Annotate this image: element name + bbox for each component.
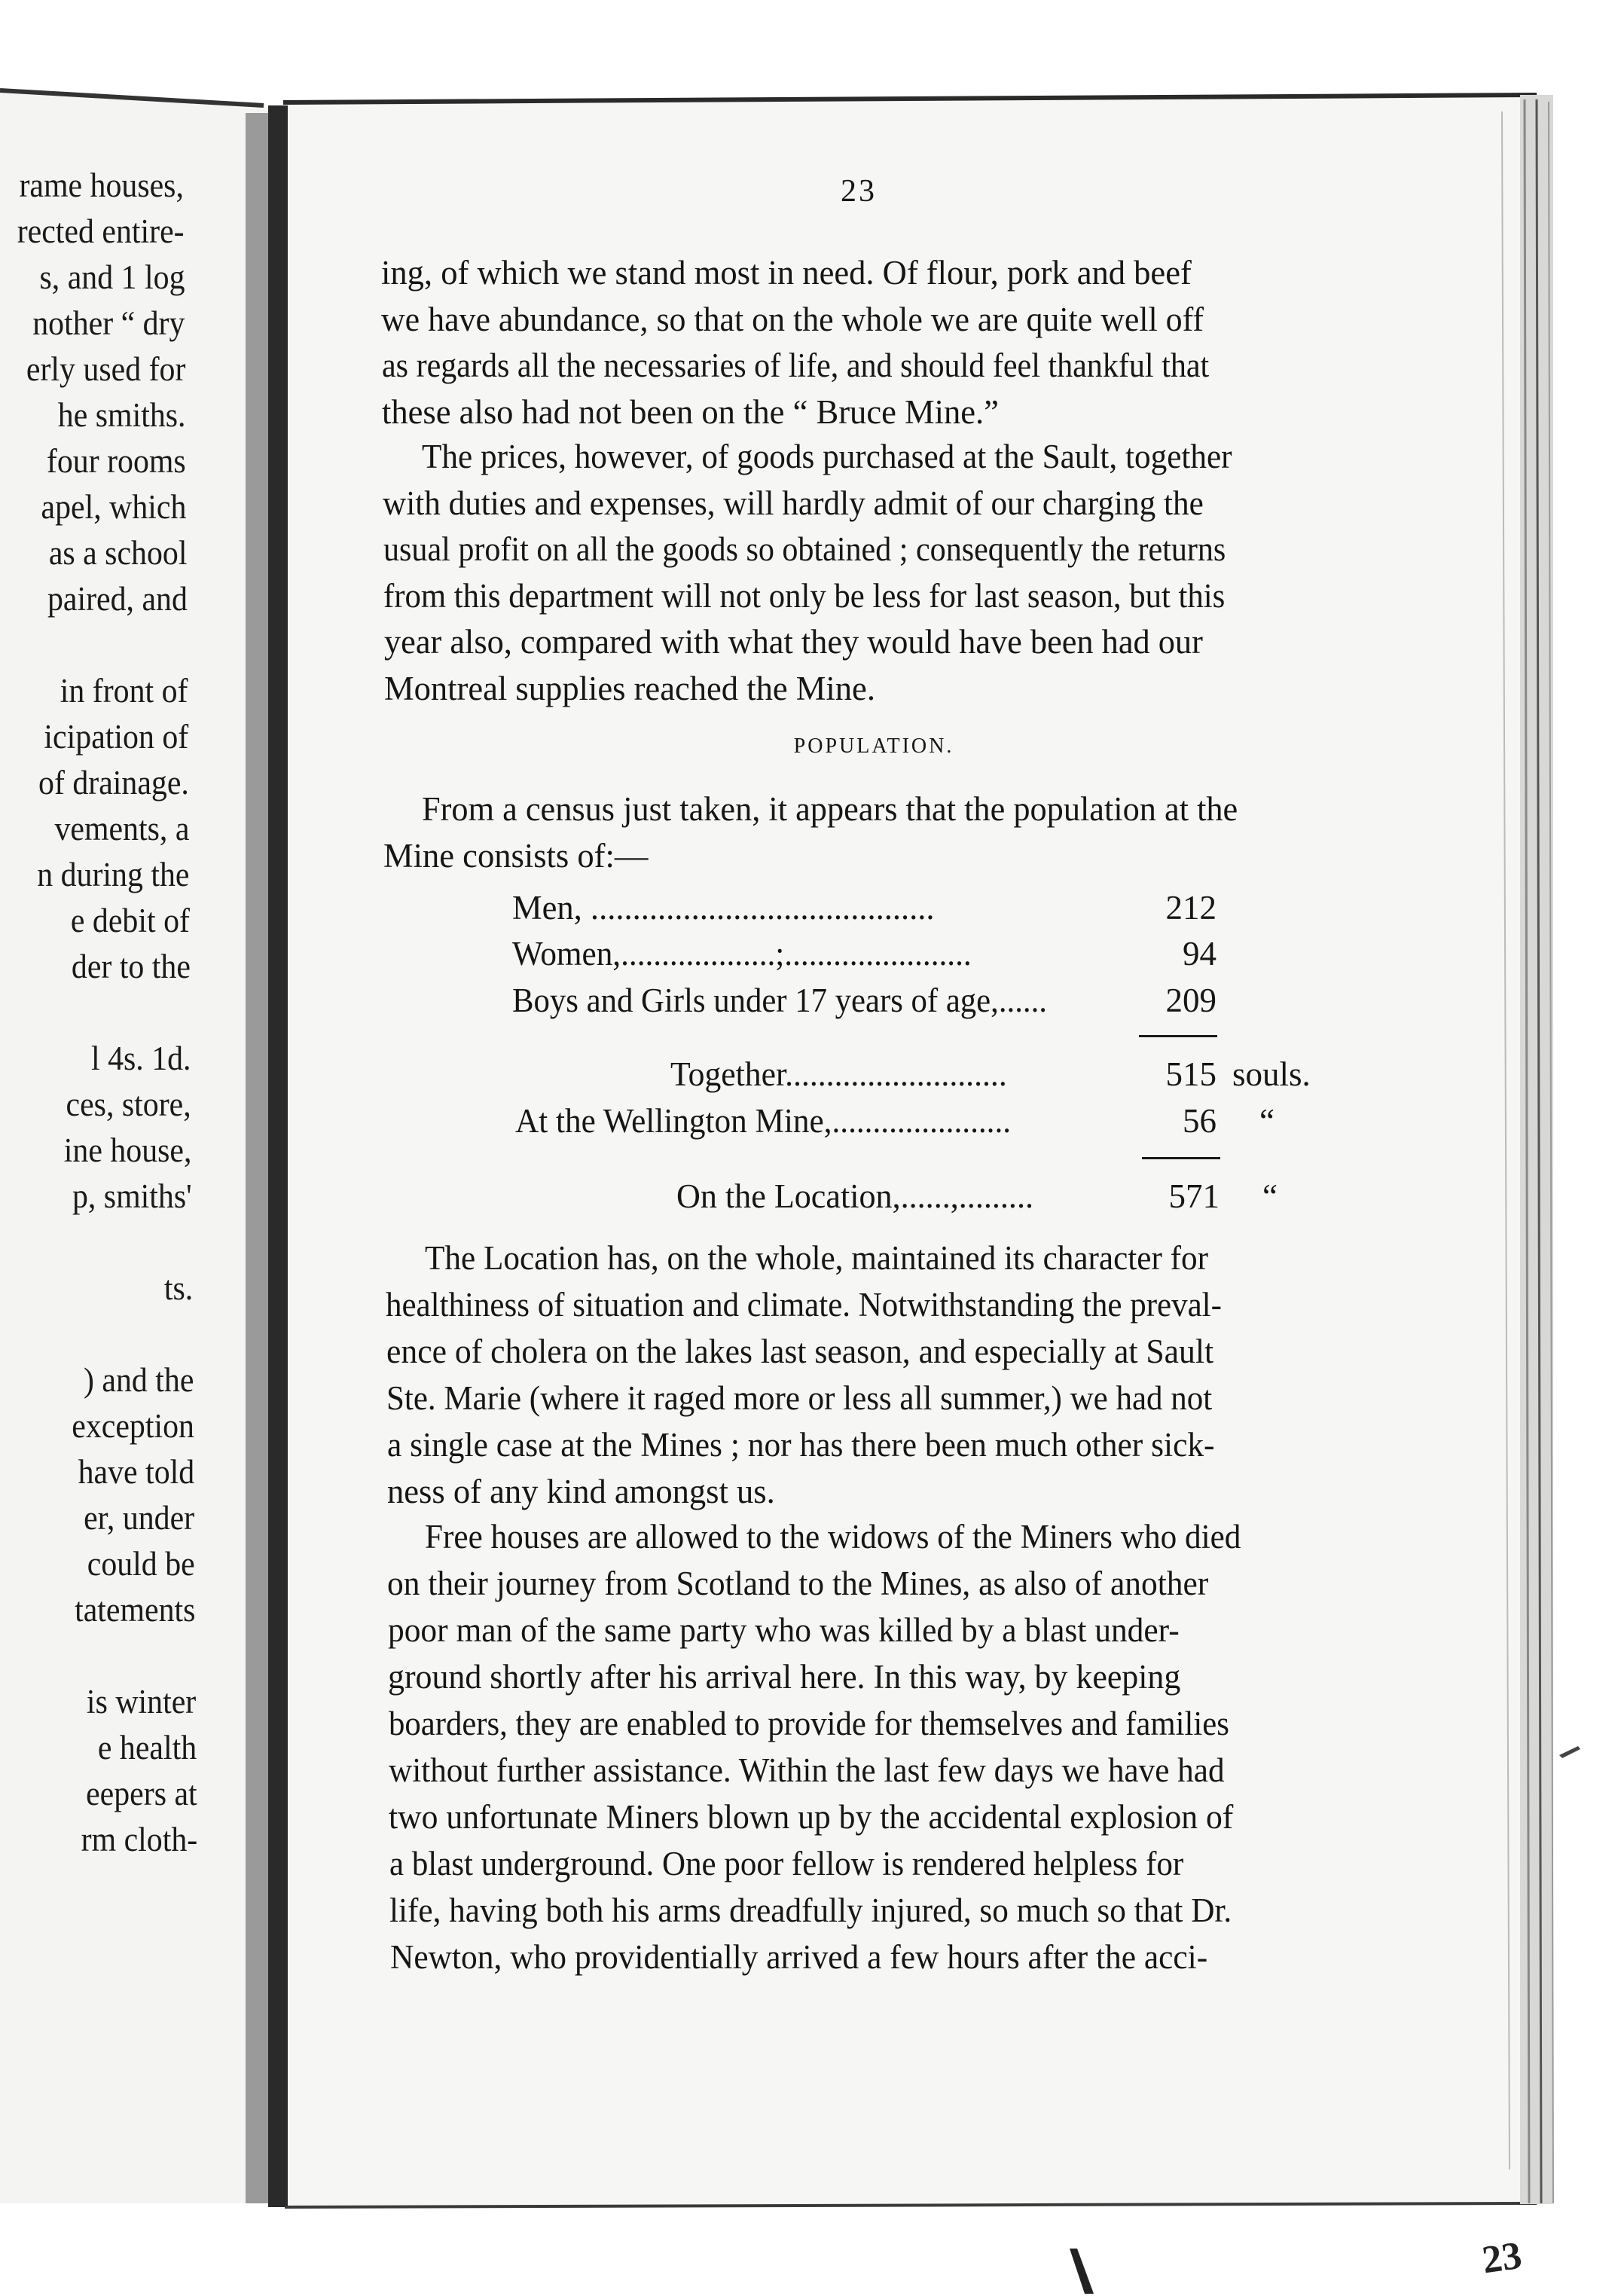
census-location-label: On the Location,......,......... bbox=[676, 1177, 1033, 1215]
left-page-line: have told bbox=[78, 1453, 194, 1491]
census-row-value: 209 bbox=[1165, 982, 1217, 1019]
ditto-mark: “ bbox=[1262, 1177, 1278, 1215]
corner-folio-mark: 23 bbox=[1479, 2233, 1525, 2282]
left-page-line: er, under bbox=[84, 1499, 195, 1537]
left-page-line: icipation of bbox=[44, 718, 188, 756]
left-page-line: four rooms bbox=[47, 442, 186, 480]
left-page-line: eepers at bbox=[85, 1775, 197, 1812]
ditto-mark: “ bbox=[1259, 1102, 1275, 1140]
section-heading-population: POPULATION. bbox=[793, 734, 954, 758]
left-page-line: ces, store, bbox=[66, 1085, 191, 1123]
page-number: 23 bbox=[841, 174, 877, 209]
left-page-line: in front of bbox=[60, 672, 188, 710]
left-page-line: rm cloth- bbox=[81, 1821, 197, 1858]
left-page-line: nother “ dry bbox=[32, 304, 185, 342]
text-line: From a census just taken, it appears that the population at the bbox=[422, 790, 1238, 828]
left-page-line: n during the bbox=[37, 856, 190, 893]
left-page-line: ) and the bbox=[83, 1361, 194, 1399]
left-page-line: as a school bbox=[48, 534, 187, 572]
left-page-line: he smiths. bbox=[57, 396, 186, 434]
census-together-label: Together........................... bbox=[670, 1055, 1007, 1093]
left-page-line: p, smiths' bbox=[72, 1177, 192, 1215]
text-line: as regards all the necessaries of life, and should feel thankful that bbox=[381, 347, 1210, 384]
text-line: on their journey from Scotland to the Mines, as also of another bbox=[387, 1565, 1209, 1602]
left-page-line: vements, a bbox=[54, 810, 189, 847]
text-line: from this department will not only be less for last season, but this bbox=[383, 576, 1226, 615]
census-unit: souls. bbox=[1232, 1055, 1311, 1093]
text-line: ence of cholera on the lakes last season, and especially at Sault bbox=[386, 1333, 1213, 1370]
left-page-fragment bbox=[0, 89, 249, 2213]
text-line: a single case at the Mines ; nor has there been much other sick- bbox=[386, 1426, 1215, 1464]
census-row-label: Men, ......................................... bbox=[512, 889, 935, 927]
text-line: Newton, who providentially arrived a few hours after the acci- bbox=[389, 1938, 1207, 1976]
left-page-line: is winter bbox=[87, 1683, 197, 1720]
text-line: Mine consists of:— bbox=[383, 836, 648, 875]
left-page-line: erly used for bbox=[26, 350, 185, 388]
left-page-line: apel, which bbox=[41, 488, 187, 526]
census-row-value: 94 bbox=[1183, 935, 1217, 972]
left-page-line: der to the bbox=[71, 948, 191, 985]
left-page-line: e health bbox=[97, 1729, 197, 1766]
left-page-line: rected entire- bbox=[17, 212, 185, 250]
left-page-line: s, and 1 log bbox=[39, 258, 185, 296]
left-page-line: e debit of bbox=[70, 902, 190, 939]
text-line: healthiness of situation and climate. Notwithstanding the preval- bbox=[386, 1286, 1223, 1324]
text-line: boarders, they are enabled to provide for themselves and families bbox=[388, 1705, 1229, 1742]
left-page-line: of drainage. bbox=[38, 764, 189, 801]
text-line: a blast underground. One poor fellow is rendered helpless for bbox=[389, 1845, 1183, 1882]
text-line: life, having both his arms dreadfully injured, so much so that Dr. bbox=[389, 1891, 1232, 1929]
census-wellington-label: At the Wellington Mine,...................... bbox=[515, 1102, 1012, 1140]
text-line: ness of any kind amongst us. bbox=[387, 1473, 775, 1510]
sum-rule bbox=[1142, 1157, 1220, 1159]
text-line: these also had not been on the “ Bruce Mine.” bbox=[382, 392, 1000, 431]
census-wellington-value: 56 bbox=[1183, 1102, 1217, 1140]
text-line: two unfortunate Miners blown up by the accidental explosion of bbox=[389, 1798, 1234, 1836]
text-line: The Location has, on the whole, maintained its character for bbox=[425, 1239, 1209, 1277]
left-page-line: tatements bbox=[75, 1591, 196, 1629]
left-page-line: could be bbox=[87, 1545, 195, 1583]
text-line: without further assistance. Within the last few days we have had bbox=[389, 1751, 1225, 1789]
text-line: ing, of which we stand most in need. Of flour, pork and beef bbox=[381, 254, 1192, 292]
left-page-line: ts. bbox=[163, 1269, 193, 1307]
left-page-line: paired, and bbox=[47, 580, 188, 618]
text-line: year also, compared with what they would have been had our bbox=[383, 623, 1203, 661]
text-line: ground shortly after his arrival here. In this way, by keeping bbox=[388, 1658, 1181, 1696]
census-row-label: Women,...................;....................... bbox=[512, 935, 972, 972]
text-line: with duties and expenses, will hardly admit of our charging the bbox=[383, 484, 1204, 522]
text-line: Free houses are allowed to the widows of the Miners who died bbox=[425, 1518, 1241, 1556]
left-page-line: ine house, bbox=[63, 1131, 192, 1169]
left-page-line: rame houses, bbox=[19, 166, 184, 204]
left-page-line: exception bbox=[71, 1407, 194, 1445]
census-location-value: 571 bbox=[1168, 1177, 1220, 1215]
census-together-value: 515 bbox=[1165, 1055, 1217, 1093]
census-row-value: 212 bbox=[1165, 889, 1217, 927]
text-line: Ste. Marie (where it raged more or less all summer,) we had not bbox=[386, 1379, 1213, 1417]
text-line: usual profit on all the goods so obtained ; consequently the returns bbox=[383, 530, 1226, 568]
text-line: we have abundance, so that on the whole we are quite well off bbox=[381, 300, 1204, 338]
census-row-label: Boys and Girls under 17 years of age,...... bbox=[512, 982, 1047, 1019]
sum-rule bbox=[1139, 1035, 1217, 1037]
text-line: poor man of the same party who was killed by a blast under- bbox=[387, 1611, 1180, 1649]
text-line: Montreal supplies reached the Mine. bbox=[384, 669, 875, 707]
text-line: The prices, however, of goods purchased at the Sault, together bbox=[422, 438, 1232, 475]
left-page-line: l 4s. 1d. bbox=[90, 1040, 191, 1077]
